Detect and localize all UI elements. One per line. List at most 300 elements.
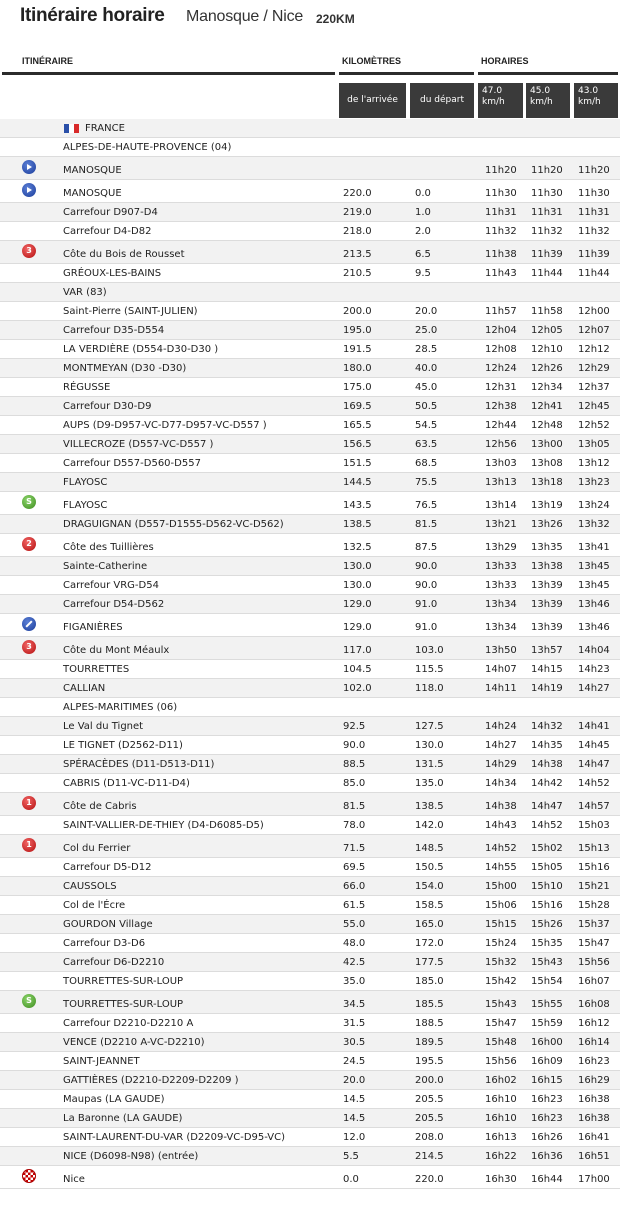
time-speed-1: 15h47 (485, 1018, 517, 1029)
row-label: DRAGUIGNAN (D557-D1555-D562-VC-D562) (63, 519, 284, 530)
time-speed-2: 16h23 (531, 1094, 563, 1105)
icon-label: 3 (26, 246, 32, 255)
time-speed-2: 15h10 (531, 881, 563, 892)
start-icon (22, 183, 36, 197)
time-speed-3: 15h28 (578, 900, 610, 911)
km-from-start: 20.0 (415, 306, 438, 317)
row-label: Le Val du Tignet (63, 721, 144, 732)
km-from-start: 135.0 (415, 778, 444, 789)
time-speed-1: 13h03 (485, 458, 517, 469)
time-speed-3: 12h00 (578, 306, 610, 317)
climb-cat3-icon (22, 640, 36, 654)
time-speed-1: 13h21 (485, 519, 517, 530)
time-speed-3: 16h14 (578, 1037, 610, 1048)
time-speed-1: 14h34 (485, 778, 517, 789)
sprint-icon (22, 495, 36, 509)
time-speed-1: 13h29 (485, 542, 517, 553)
time-speed-1: 14h27 (485, 740, 517, 751)
row-label: GATTIÈRES (D2210-D2209-D2209 ) (63, 1075, 239, 1086)
table-row (0, 1033, 620, 1052)
speed-header-2: 45.0 km/h (526, 83, 570, 118)
km-from-arrival: 31.5 (343, 1018, 366, 1029)
km-from-arrival: 55.0 (343, 919, 366, 930)
icon-label: S (26, 497, 32, 506)
row-label: Sainte-Catherine (63, 561, 148, 572)
time-speed-3: 16h23 (578, 1056, 610, 1067)
time-speed-1: 15h06 (485, 900, 517, 911)
time-speed-1: 15h56 (485, 1056, 517, 1067)
table-row (0, 534, 620, 557)
km-from-arrival: 5.5 (343, 1151, 359, 1162)
page-header (0, 0, 620, 44)
time-speed-3: 15h13 (578, 843, 610, 854)
time-speed-3: 16h38 (578, 1113, 610, 1124)
km-from-start: 6.5 (415, 249, 431, 260)
time-speed-2: 11h20 (531, 165, 563, 176)
icon-label: S (26, 996, 32, 1005)
km-from-arrival: 85.0 (343, 778, 366, 789)
km-from-start: 28.5 (415, 344, 438, 355)
km-from-arrival: 81.5 (343, 801, 366, 812)
row-label: FIGANIÈRES (63, 622, 123, 633)
time-speed-1: 12h56 (485, 439, 517, 450)
time-speed-2: 11h39 (531, 249, 563, 260)
table-row (0, 222, 620, 241)
table-row (0, 896, 620, 915)
subheader (0, 74, 620, 119)
km-from-arrival: 191.5 (343, 344, 372, 355)
icon-label: 2 (26, 539, 32, 548)
icon-label: 1 (26, 798, 32, 807)
km-from-arrival: 88.5 (343, 759, 366, 770)
table-row (0, 774, 620, 793)
time-speed-3: 12h37 (578, 382, 610, 393)
km-from-start: 91.0 (415, 622, 438, 633)
table-row (0, 241, 620, 264)
row-label: Côte du Mont Méaulx (63, 645, 170, 656)
time-speed-1: 16h10 (485, 1094, 517, 1105)
time-speed-3: 11h39 (578, 249, 610, 260)
time-speed-2: 15h26 (531, 919, 563, 930)
time-speed-2: 16h00 (531, 1037, 563, 1048)
time-speed-2: 14h32 (531, 721, 563, 732)
time-speed-1: 13h33 (485, 561, 517, 572)
time-speed-3: 15h16 (578, 862, 610, 873)
km-from-start: 165.0 (415, 919, 444, 930)
km-from-arrival: 30.5 (343, 1037, 366, 1048)
row-label: ALPES-DE-HAUTE-PROVENCE (04) (63, 142, 232, 153)
time-speed-2: 16h23 (531, 1113, 563, 1124)
time-speed-2: 13h19 (531, 500, 563, 511)
table-row (0, 953, 620, 972)
time-speed-1: 15h32 (485, 957, 517, 968)
row-label: La Baronne (LA GAUDE) (63, 1113, 183, 1124)
table-row (0, 1147, 620, 1166)
row-label: CAUSSOLS (63, 881, 117, 892)
time-speed-3: 11h32 (578, 226, 610, 237)
row-label: Carrefour D907-D4 (63, 207, 158, 218)
time-speed-1: 14h55 (485, 862, 517, 873)
row-label: VILLECROZE (D557-VC-D557 ) (63, 439, 214, 450)
table-row (0, 614, 620, 637)
table-row (0, 934, 620, 953)
km-from-start: 158.5 (415, 900, 444, 911)
row-label: MONTMEYAN (D30 -D30) (63, 363, 187, 374)
itinerary-table (0, 119, 620, 1189)
time-speed-3: 16h08 (578, 999, 610, 1010)
table-row (0, 416, 620, 435)
row-label: Carrefour D6-D2210 (63, 957, 165, 968)
km-from-arrival: 210.5 (343, 268, 372, 279)
row-label: TOURRETTES-SUR-LOUP (63, 999, 184, 1010)
km-from-start: 81.5 (415, 519, 438, 530)
table-row (0, 755, 620, 774)
km-from-arrival: 14.5 (343, 1113, 366, 1124)
km-from-start: 185.0 (415, 976, 444, 987)
row-label: Col du Ferrier (63, 843, 131, 854)
km-from-start: 0.0 (415, 188, 431, 199)
km-from-start: 154.0 (415, 881, 444, 892)
km-from-start: 118.0 (415, 683, 444, 694)
table-row (0, 157, 620, 180)
time-speed-1: 13h14 (485, 500, 517, 511)
km-from-arrival: 213.5 (343, 249, 372, 260)
time-speed-3: 14h23 (578, 664, 610, 675)
table-row (0, 1014, 620, 1033)
table-row (0, 435, 620, 454)
km-from-arrival: 24.5 (343, 1056, 366, 1067)
time-speed-1: 12h44 (485, 420, 517, 431)
time-speed-3: 14h27 (578, 683, 610, 694)
time-speed-3: 12h07 (578, 325, 610, 336)
time-speed-2: 12h26 (531, 363, 563, 374)
climb-cat1-icon (22, 838, 36, 852)
row-label: Carrefour D5-D12 (63, 862, 152, 873)
time-speed-3: 12h52 (578, 420, 610, 431)
table-row (0, 397, 620, 416)
time-speed-2: 15h02 (531, 843, 563, 854)
row-label: RÉGUSSE (63, 382, 111, 393)
table-row (0, 321, 620, 340)
km-from-start: 189.5 (415, 1037, 444, 1048)
km-from-arrival: 34.5 (343, 999, 366, 1010)
time-speed-3: 14h04 (578, 645, 610, 656)
km-from-start: 214.5 (415, 1151, 444, 1162)
row-label: FLAYOSC (63, 500, 108, 511)
time-speed-1: 14h11 (485, 683, 517, 694)
time-speed-3: 14h45 (578, 740, 610, 751)
time-speed-2: 14h52 (531, 820, 563, 831)
time-speed-1: 13h13 (485, 477, 517, 488)
route-distance: 220KM (316, 12, 355, 26)
row-label: LA VERDIÈRE (D554-D30-D30 ) (63, 344, 219, 355)
time-speed-1: 13h34 (485, 622, 517, 633)
km-from-arrival: 220.0 (343, 188, 372, 199)
km-from-start: 131.5 (415, 759, 444, 770)
time-speed-1: 14h29 (485, 759, 517, 770)
km-from-arrival: 71.5 (343, 843, 366, 854)
speed-header-3: 43.0 km/h (574, 83, 618, 118)
km-from-arrival: 144.5 (343, 477, 372, 488)
km-from-arrival: 175.0 (343, 382, 372, 393)
time-speed-2: 13h26 (531, 519, 563, 530)
km-from-arrival: 69.5 (343, 862, 366, 873)
table-row (0, 302, 620, 321)
row-label: LE TIGNET (D2562-D11) (63, 740, 183, 751)
time-speed-2: 13h39 (531, 622, 563, 633)
row-label: Carrefour D2210-D2210 A (63, 1018, 194, 1029)
km-from-arrival: 130.0 (343, 561, 372, 572)
time-speed-3: 12h29 (578, 363, 610, 374)
time-speed-2: 11h44 (531, 268, 563, 279)
km-from-start: 1.0 (415, 207, 431, 218)
time-speed-1: 11h30 (485, 188, 517, 199)
row-label: Carrefour VRG-D54 (63, 580, 159, 591)
time-speed-2: 13h38 (531, 561, 563, 572)
sprint-icon (22, 994, 36, 1008)
km-from-start: 87.5 (415, 542, 438, 553)
km-from-start: 103.0 (415, 645, 444, 656)
region-row (0, 698, 620, 717)
time-speed-3: 16h12 (578, 1018, 610, 1029)
time-speed-2: 13h35 (531, 542, 563, 553)
time-speed-2: 14h38 (531, 759, 563, 770)
km-from-start: 127.5 (415, 721, 444, 732)
table-row (0, 1090, 620, 1109)
km-from-arrival: 0.0 (343, 1174, 359, 1185)
km-from-arrival: 61.5 (343, 900, 366, 911)
time-speed-1: 16h10 (485, 1113, 517, 1124)
time-speed-1: 16h02 (485, 1075, 517, 1086)
row-label: VENCE (D2210 A-VC-D2210) (63, 1037, 205, 1048)
row-label: VAR (83) (63, 287, 107, 298)
km-from-start-header: du départ (410, 83, 474, 118)
table-row (0, 717, 620, 736)
table-row (0, 991, 620, 1014)
time-speed-2: 12h10 (531, 344, 563, 355)
row-label: Côte de Cabris (63, 801, 137, 812)
time-speed-3: 16h38 (578, 1094, 610, 1105)
table-row (0, 473, 620, 492)
time-speed-1: 11h43 (485, 268, 517, 279)
time-speed-2: 15h59 (531, 1018, 563, 1029)
km-from-start: 90.0 (415, 580, 438, 591)
time-speed-3: 15h21 (578, 881, 610, 892)
row-label: Col de l'Écre (63, 900, 126, 911)
row-label: CABRIS (D11-VC-D11-D4) (63, 778, 190, 789)
row-label: CALLIAN (63, 683, 106, 694)
km-from-arrival: 35.0 (343, 976, 366, 987)
time-speed-1: 11h38 (485, 249, 517, 260)
column-headers (0, 44, 620, 74)
km-from-start: 90.0 (415, 561, 438, 572)
time-speed-2: 13h08 (531, 458, 563, 469)
km-from-start: 45.0 (415, 382, 438, 393)
row-label: SAINT-LAURENT-DU-VAR (D2209-VC-D95-VC) (63, 1132, 285, 1143)
region-row (0, 283, 620, 302)
time-speed-3: 12h45 (578, 401, 610, 412)
km-from-start: 205.5 (415, 1113, 444, 1124)
time-speed-2: 11h58 (531, 306, 563, 317)
km-from-arrival: 130.0 (343, 580, 372, 591)
km-from-arrival: 156.5 (343, 439, 372, 450)
km-from-arrival: 165.5 (343, 420, 372, 431)
km-from-arrival: 42.5 (343, 957, 366, 968)
finish-flag-icon (22, 1169, 36, 1183)
time-speed-1: 12h31 (485, 382, 517, 393)
time-speed-2: 14h42 (531, 778, 563, 789)
km-from-arrival: 66.0 (343, 881, 366, 892)
time-speed-1: 12h38 (485, 401, 517, 412)
km-from-start: 177.5 (415, 957, 444, 968)
row-label: ALPES-MARITIMES (06) (63, 702, 178, 713)
time-speed-1: 13h33 (485, 580, 517, 591)
time-speed-2: 16h26 (531, 1132, 563, 1143)
table-row (0, 340, 620, 359)
km-from-start: 150.5 (415, 862, 444, 873)
time-speed-3: 13h41 (578, 542, 610, 553)
icon-label: 1 (26, 840, 32, 849)
time-speed-2: 12h05 (531, 325, 563, 336)
time-speed-3: 16h07 (578, 976, 610, 987)
km-from-arrival: 138.5 (343, 519, 372, 530)
row-label: SAINT-VALLIER-DE-THIEY (D4-D6085-D5) (63, 820, 264, 831)
table-row (0, 1109, 620, 1128)
time-speed-2: 15h55 (531, 999, 563, 1010)
km-from-arrival: 219.0 (343, 207, 372, 218)
row-label: FLAYOSC (63, 477, 108, 488)
time-speed-1: 14h38 (485, 801, 517, 812)
time-speed-2: 16h15 (531, 1075, 563, 1086)
row-label: Carrefour D557-D560-D557 (63, 458, 201, 469)
table-row (0, 203, 620, 222)
time-speed-1: 15h24 (485, 938, 517, 949)
times-header: HORAIRES (481, 56, 529, 66)
table-row (0, 816, 620, 835)
km-from-arrival: 180.0 (343, 363, 372, 374)
km-from-start: 54.5 (415, 420, 438, 431)
km-from-start: 208.0 (415, 1132, 444, 1143)
row-label: MANOSQUE (63, 165, 122, 176)
km-from-start: 205.5 (415, 1094, 444, 1105)
country-row (0, 119, 620, 138)
time-speed-3: 11h31 (578, 207, 610, 218)
km-from-arrival: 117.0 (343, 645, 372, 656)
table-row (0, 515, 620, 534)
time-speed-1: 16h13 (485, 1132, 517, 1143)
time-speed-3: 13h45 (578, 561, 610, 572)
km-from-start: 9.5 (415, 268, 431, 279)
time-speed-2: 15h05 (531, 862, 563, 873)
row-label: TOURRETTES (63, 664, 130, 675)
km-from-start: 138.5 (415, 801, 444, 812)
km-from-start: 195.5 (415, 1056, 444, 1067)
km-from-start: 68.5 (415, 458, 438, 469)
time-speed-1: 12h04 (485, 325, 517, 336)
time-speed-1: 16h30 (485, 1174, 517, 1185)
km-from-arrival: 195.0 (343, 325, 372, 336)
km-from-arrival: 90.0 (343, 740, 366, 751)
table-row (0, 736, 620, 755)
km-from-start: 200.0 (415, 1075, 444, 1086)
time-speed-2: 13h39 (531, 580, 563, 591)
table-row (0, 858, 620, 877)
table-row (0, 576, 620, 595)
speed-header-1: 47.0 km/h (478, 83, 523, 118)
time-speed-1: 11h20 (485, 165, 517, 176)
time-speed-3: 13h45 (578, 580, 610, 591)
table-row (0, 1128, 620, 1147)
table-row (0, 595, 620, 614)
region-row (0, 138, 620, 157)
climb-cat1-icon (22, 796, 36, 810)
time-speed-1: 11h57 (485, 306, 517, 317)
row-label: GOURDON Village (63, 919, 153, 930)
time-speed-3: 16h51 (578, 1151, 610, 1162)
row-label: MANOSQUE (63, 188, 122, 199)
time-speed-1: 14h07 (485, 664, 517, 675)
km-from-start: 91.0 (415, 599, 438, 610)
time-speed-2: 16h44 (531, 1174, 563, 1185)
time-speed-2: 12h34 (531, 382, 563, 393)
table-row (0, 915, 620, 934)
time-speed-3: 16h29 (578, 1075, 610, 1086)
km-from-start: 185.5 (415, 999, 444, 1010)
time-speed-2: 11h30 (531, 188, 563, 199)
time-speed-1: 14h24 (485, 721, 517, 732)
table-row (0, 557, 620, 576)
row-label: AUPS (D9-D957-VC-D77-D957-VC-D557 ) (63, 420, 267, 431)
row-label: Nice (63, 1174, 85, 1185)
climb-cat2-icon (22, 537, 36, 551)
row-label: Carrefour D4-D82 (63, 226, 152, 237)
table-row (0, 679, 620, 698)
time-speed-2: 14h35 (531, 740, 563, 751)
km-from-arrival: 129.0 (343, 599, 372, 610)
km-from-start: 115.5 (415, 664, 444, 675)
time-speed-3: 14h52 (578, 778, 610, 789)
time-speed-1: 15h48 (485, 1037, 517, 1048)
time-speed-2: 11h31 (531, 207, 563, 218)
time-speed-3: 11h20 (578, 165, 610, 176)
time-speed-1: 13h34 (485, 599, 517, 610)
km-from-start: 172.0 (415, 938, 444, 949)
km-from-arrival: 12.0 (343, 1132, 366, 1143)
feed-zone-icon (22, 617, 36, 631)
km-from-start: 40.0 (415, 363, 438, 374)
time-speed-1: 14h43 (485, 820, 517, 831)
time-speed-3: 11h30 (578, 188, 610, 199)
time-speed-1: 16h22 (485, 1151, 517, 1162)
table-row (0, 637, 620, 660)
km-from-arrival: 129.0 (343, 622, 372, 633)
km-from-start: 2.0 (415, 226, 431, 237)
time-speed-3: 15h37 (578, 919, 610, 930)
km-from-start: 130.0 (415, 740, 444, 751)
row-label: Maupas (LA GAUDE) (63, 1094, 165, 1105)
time-speed-2: 15h43 (531, 957, 563, 968)
time-speed-2: 15h35 (531, 938, 563, 949)
km-from-start: 50.5 (415, 401, 438, 412)
km-from-start: 188.5 (415, 1018, 444, 1029)
time-speed-3: 13h46 (578, 622, 610, 633)
km-from-arrival: 92.5 (343, 721, 366, 732)
km-from-start: 75.5 (415, 477, 438, 488)
time-speed-3: 13h05 (578, 439, 610, 450)
time-speed-1: 14h52 (485, 843, 517, 854)
km-from-arrival: 218.0 (343, 226, 372, 237)
time-speed-1: 11h31 (485, 207, 517, 218)
